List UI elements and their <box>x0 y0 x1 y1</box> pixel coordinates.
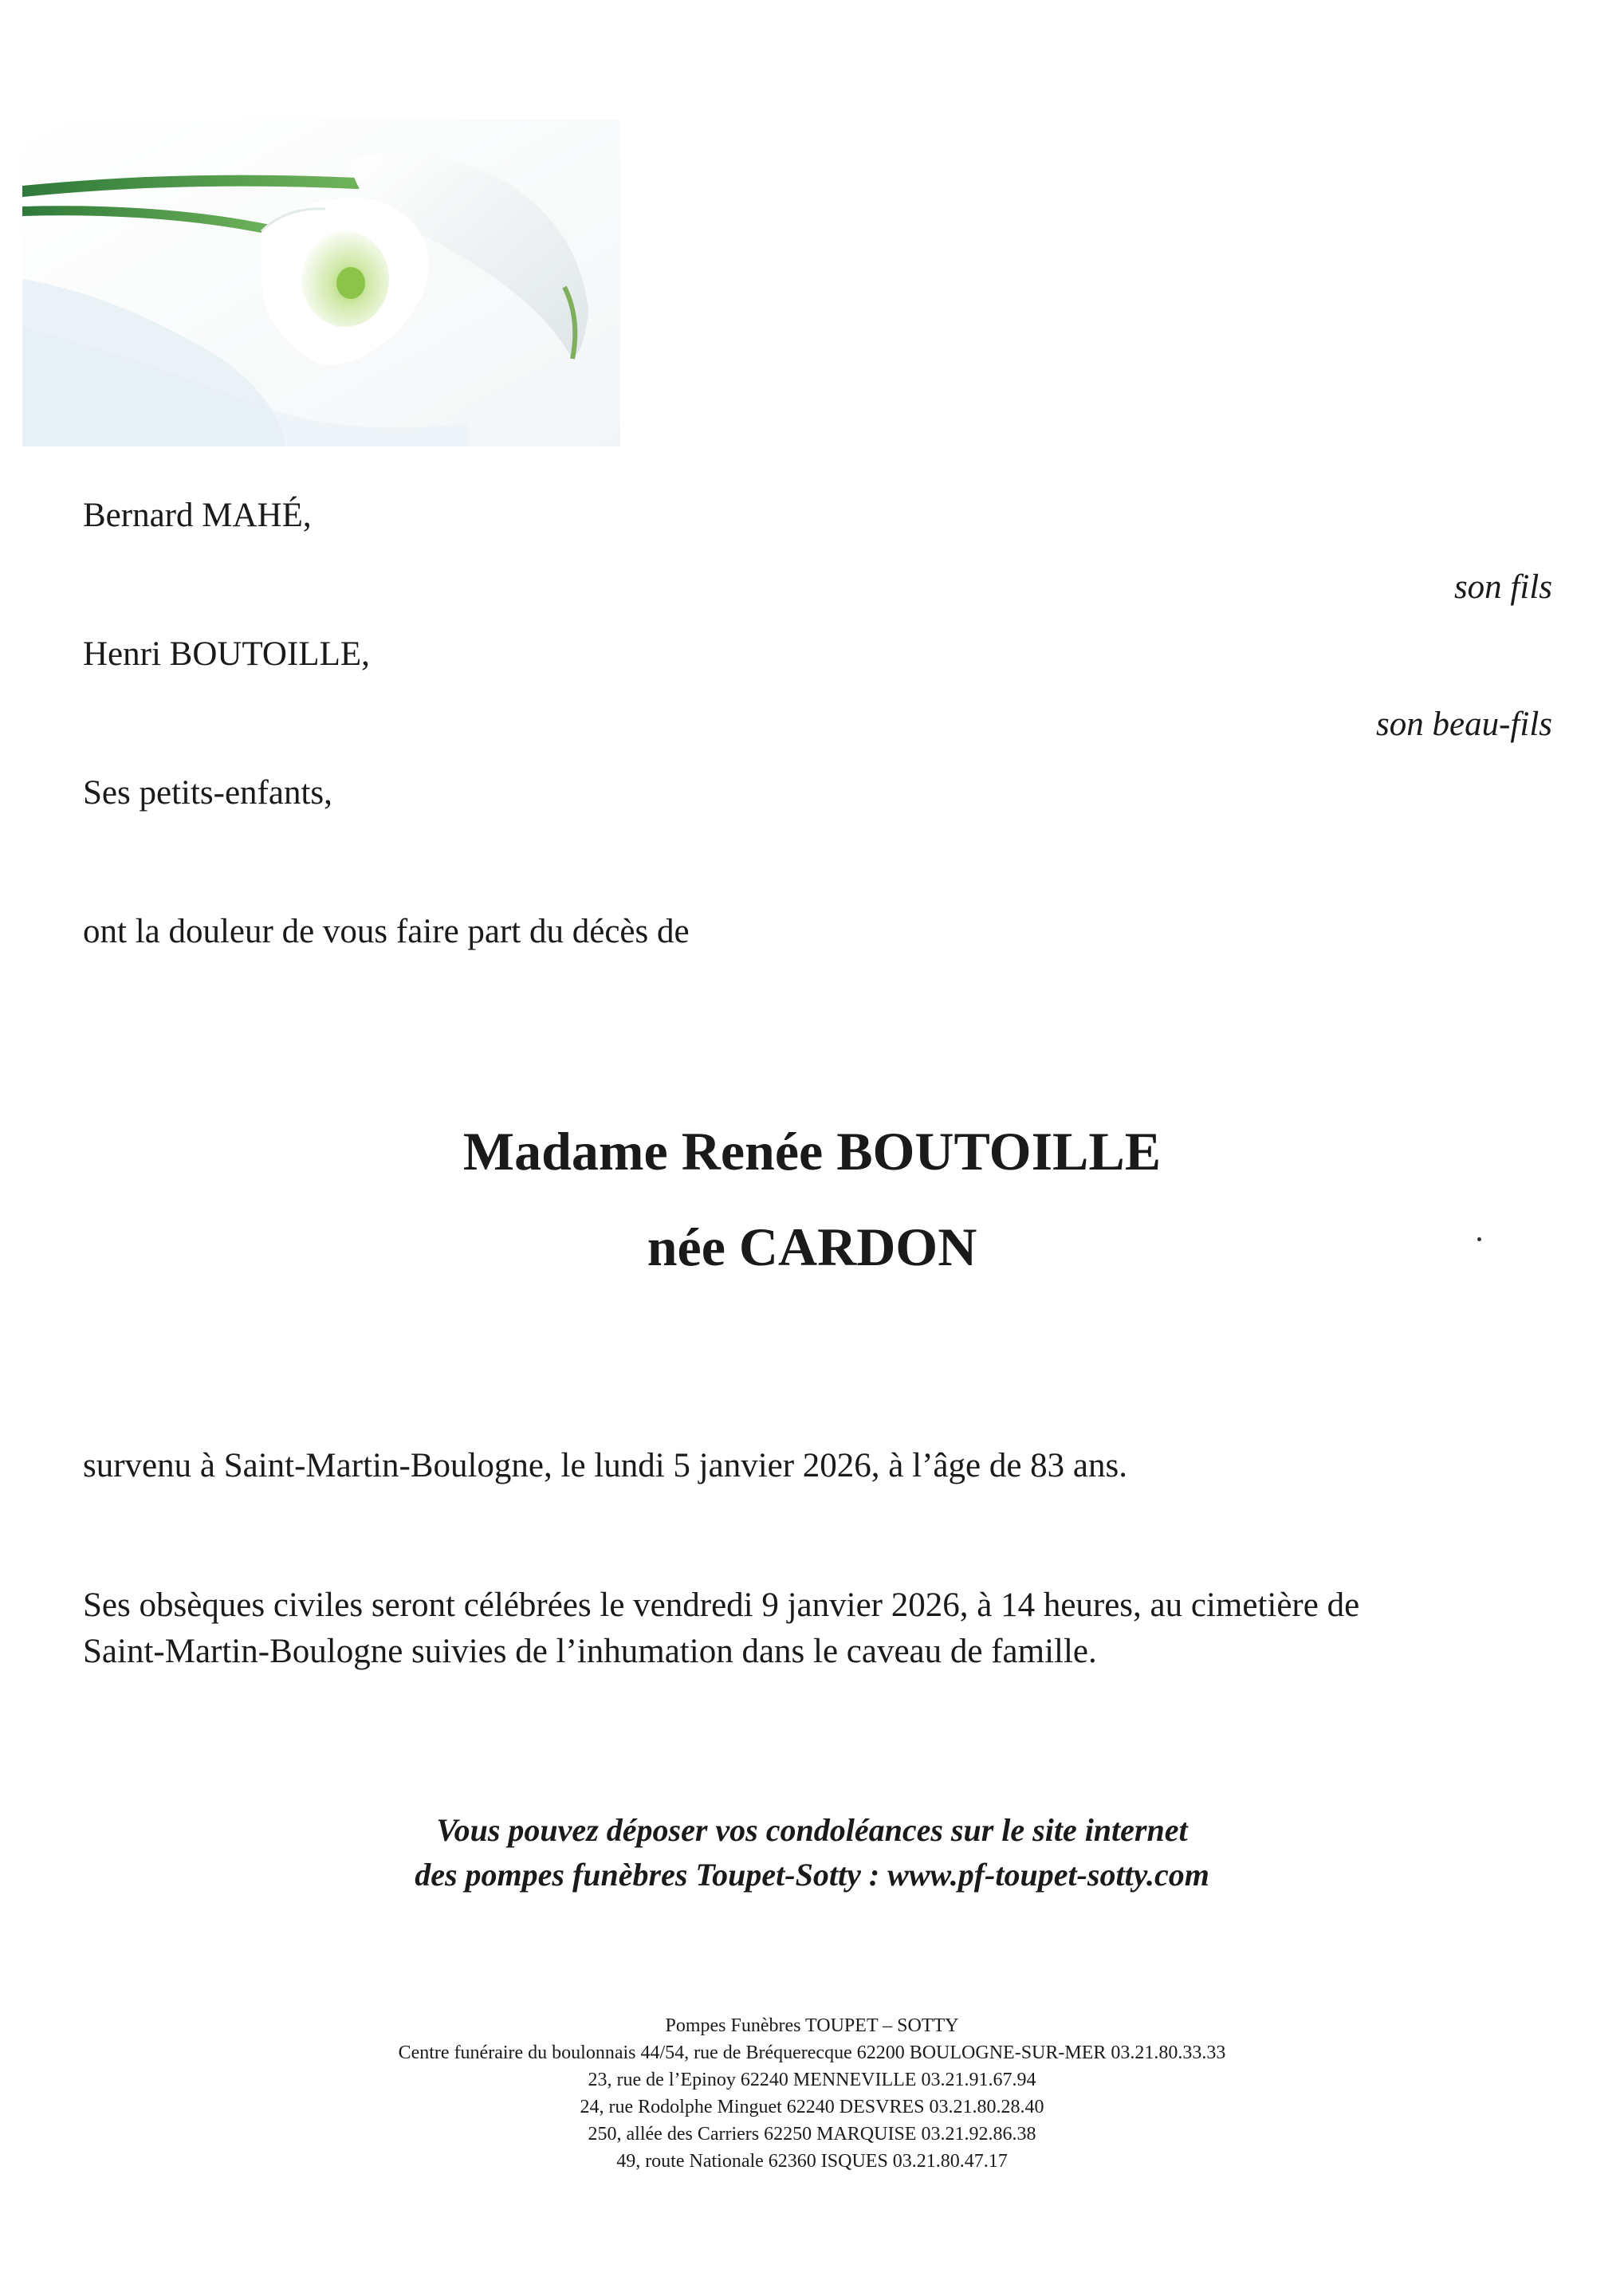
deceased-name: Madame Renée BOUTOILLE <box>462 1121 1162 1181</box>
son-name: Bernard MAHÉ, <box>83 497 312 534</box>
grandchildren: Ses petits-enfants, <box>83 774 332 812</box>
announcement-intro: ont la douleur de vous faire part du décès de <box>83 913 690 950</box>
condolences-line-2: des pompes funèbres Toupet-Sotty : www.pf-toupet-sotty.com <box>415 1857 1209 1893</box>
footer-address: 250, allée des Carriers 62250 MARQUISE 03.21.92.86.38 <box>588 2124 1036 2145</box>
footer-address: Centre funéraire du boulonnais 44/54, rue de Bréquerecque 62200 BOULOGNE-SUR-MER 03.21.80.33.33 <box>398 2042 1226 2063</box>
footer-company: Pompes Funèbres TOUPET – SOTTY <box>665 2015 959 2036</box>
son-relation: son fils <box>1453 568 1552 606</box>
condolences-line-1: Vous pouvez déposer vos condoléances sur le site internet <box>436 1812 1188 1848</box>
footer-address: 49, route Nationale 62360 ISQUES 03.21.80.47.17 <box>616 2151 1008 2172</box>
funeral-paragraph <box>83 1582 1550 1675</box>
speck <box>1477 1237 1481 1241</box>
son-in-law-relation: son beau-fils <box>1376 706 1552 743</box>
funeral-line-2: Saint-Martin-Boulogne suivies de l’inhumation dans le caveau de famille. <box>83 1633 1097 1670</box>
son-in-law-name: Henri BOUTOILLE, <box>83 635 370 673</box>
death-details: survenu à Saint-Martin-Boulogne, le lundi 5 janvier 2026, à l’âge de 83 ans. <box>83 1447 1127 1484</box>
footer-address: 23, rue de l’Epinoy 62240 MENNEVILLE 03.21.91.67.94 <box>588 2070 1036 2090</box>
funeral-line-1: Ses obsèques civiles seront célébrées le vendredi 9 janvier 2026, à 14 heures, au cimetière de <box>83 1586 1360 1624</box>
footer-address: 24, rue Rodolphe Minguet 62240 DESVRES 03.21.80.28.40 <box>580 2097 1044 2117</box>
calla-lily-image <box>22 120 620 446</box>
maiden-name: née CARDON <box>647 1217 977 1277</box>
